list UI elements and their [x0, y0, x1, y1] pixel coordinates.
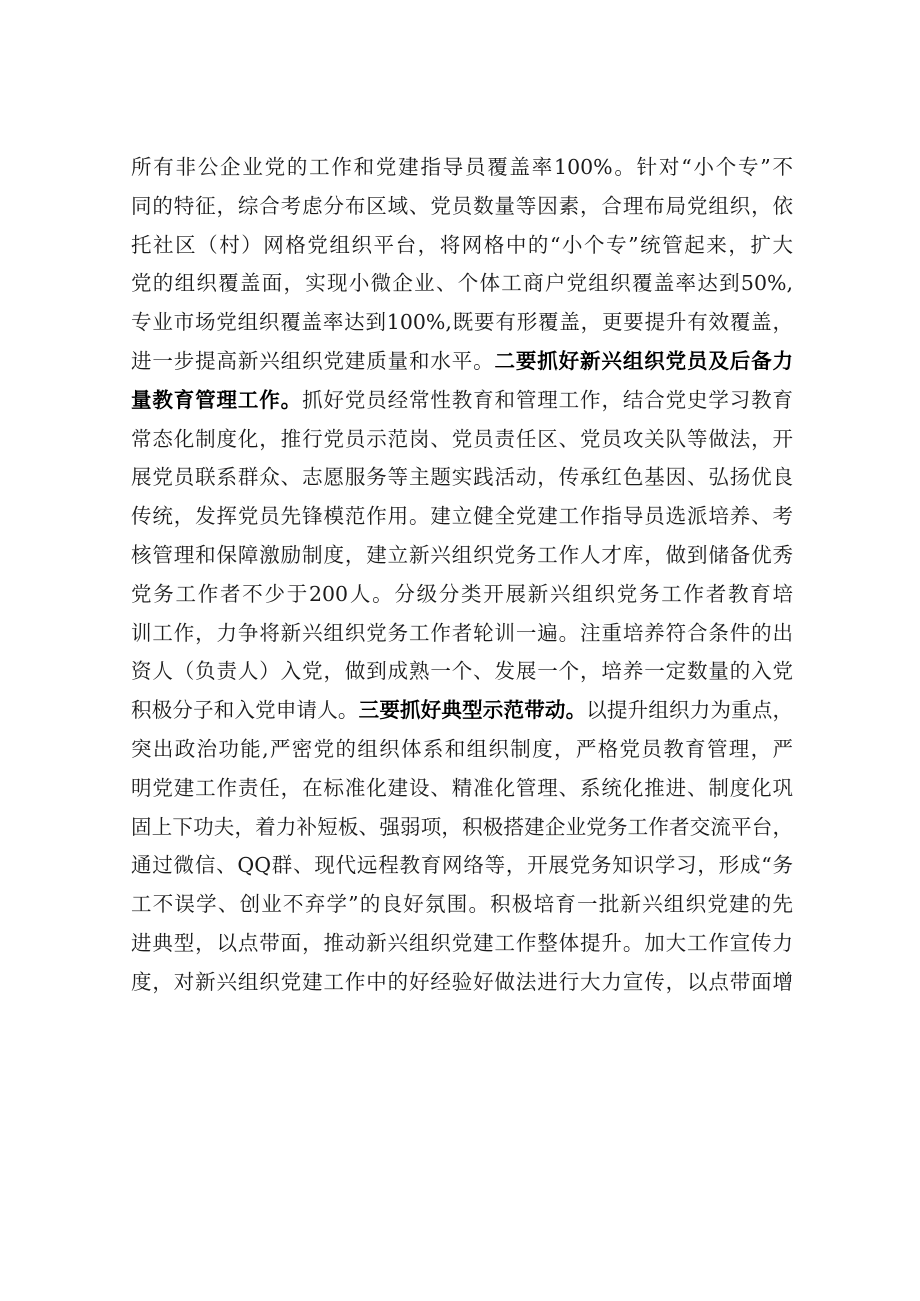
body-text: 进一步提高新兴组织党建质量和水平。 [131, 349, 495, 373]
text-line [131, 577, 793, 611]
text-line [131, 848, 793, 882]
bold-heading-text: 三要抓好典型示范带动。 [358, 698, 587, 723]
text-line [131, 460, 793, 494]
body-text: 常态化制度化，推行党员示范岗、党员责任区、党员攻关队等做法，开 [131, 426, 793, 451]
text-line [131, 926, 793, 960]
text-line [131, 810, 793, 844]
text-line [131, 538, 793, 572]
body-text: 积极分子和入党申请人。 [131, 698, 359, 723]
body-text: 进典型，以点带面，推动新兴组织党建工作整体提升。加大工作宣传力 [131, 931, 793, 955]
text-line [131, 616, 793, 650]
text-line [131, 732, 793, 766]
body-text: 训工作，力争将新兴组织党务工作者轮训一遍。注重培养符合条件的出 [131, 620, 793, 645]
body-text: 工不误学、创业不弃学”的良好氛围。积极培育一批新兴组织党建的先 [131, 892, 793, 917]
text-line [131, 383, 793, 417]
body-text: 展党员联系群众、志愿服务等主题实践活动，传承红色基因、弘扬优良 [131, 465, 793, 490]
body-text: 传统，发挥党员先锋模范作用。建立健全党建工作指导员选派培养、考 [131, 504, 793, 529]
text-line [131, 150, 793, 184]
text-line [131, 189, 793, 223]
body-text: 所有非公企业党的工作和党建指导员覆盖率100%。针对“小个专”不 [131, 155, 793, 179]
body-text: 抓好党员经常性教育和管理工作，结合党史学习教育 [302, 387, 793, 412]
text-line [131, 499, 793, 533]
body-text: 以提升组织力为重点， [586, 698, 793, 723]
body-text: 托社区（村）网格党组织平台，将网格中的“小个专”统管起来，扩大 [131, 232, 793, 257]
body-text: 同的特征，综合考虑分布区域、党员数量等因素，合理布局党组织，依 [131, 193, 793, 218]
text-line [131, 228, 793, 262]
text-line [131, 771, 793, 805]
text-line [131, 305, 793, 339]
body-text: 明党建工作责任，在标准化建设、精准化管理、系统化推进、制度化巩 [131, 775, 793, 800]
body-text: 专业市场党组织覆盖率达到100%,既要有形覆盖，更要提升有效覆盖， [131, 310, 793, 335]
text-line [131, 887, 793, 921]
body-text: 核管理和保障激励制度，建立新兴组织党务工作人才库，做到储备优秀 [131, 543, 793, 567]
bold-heading-text: 量教育管理工作。 [131, 387, 303, 412]
text-line [131, 965, 793, 999]
text-line [131, 693, 793, 727]
body-text: 资人（负责人）入党，做到成熟一个、发展一个，培养一定数量的入党 [131, 659, 793, 684]
body-text: 突出政治功能,严密党的组织体系和组织制度，严格党员教育管理，严 [131, 737, 793, 761]
bold-heading-text: 二要抓好新兴组织党员及后备力 [494, 349, 793, 373]
body-text: 度，对新兴组织党建工作中的好经验好做法进行大力宣传，以点带面增 [131, 969, 793, 994]
body-text: 固上下功夫，着力补短板、强弱项，积极搭建企业党务工作者交流平台， [131, 814, 793, 839]
body-text: 党务工作者不少于200人。分级分类开展新兴组织党务工作者教育培 [131, 581, 793, 606]
text-line [131, 654, 793, 688]
text-line [131, 344, 793, 378]
body-text: 通过微信、QQ群、现代远程教育网络等，开展党务知识学习，形成“务 [131, 853, 793, 878]
text-line [131, 266, 793, 300]
text-line [131, 422, 793, 456]
body-text: 党的组织覆盖面，实现小微企业、个体工商户党组织覆盖率达到50%, [131, 271, 793, 296]
